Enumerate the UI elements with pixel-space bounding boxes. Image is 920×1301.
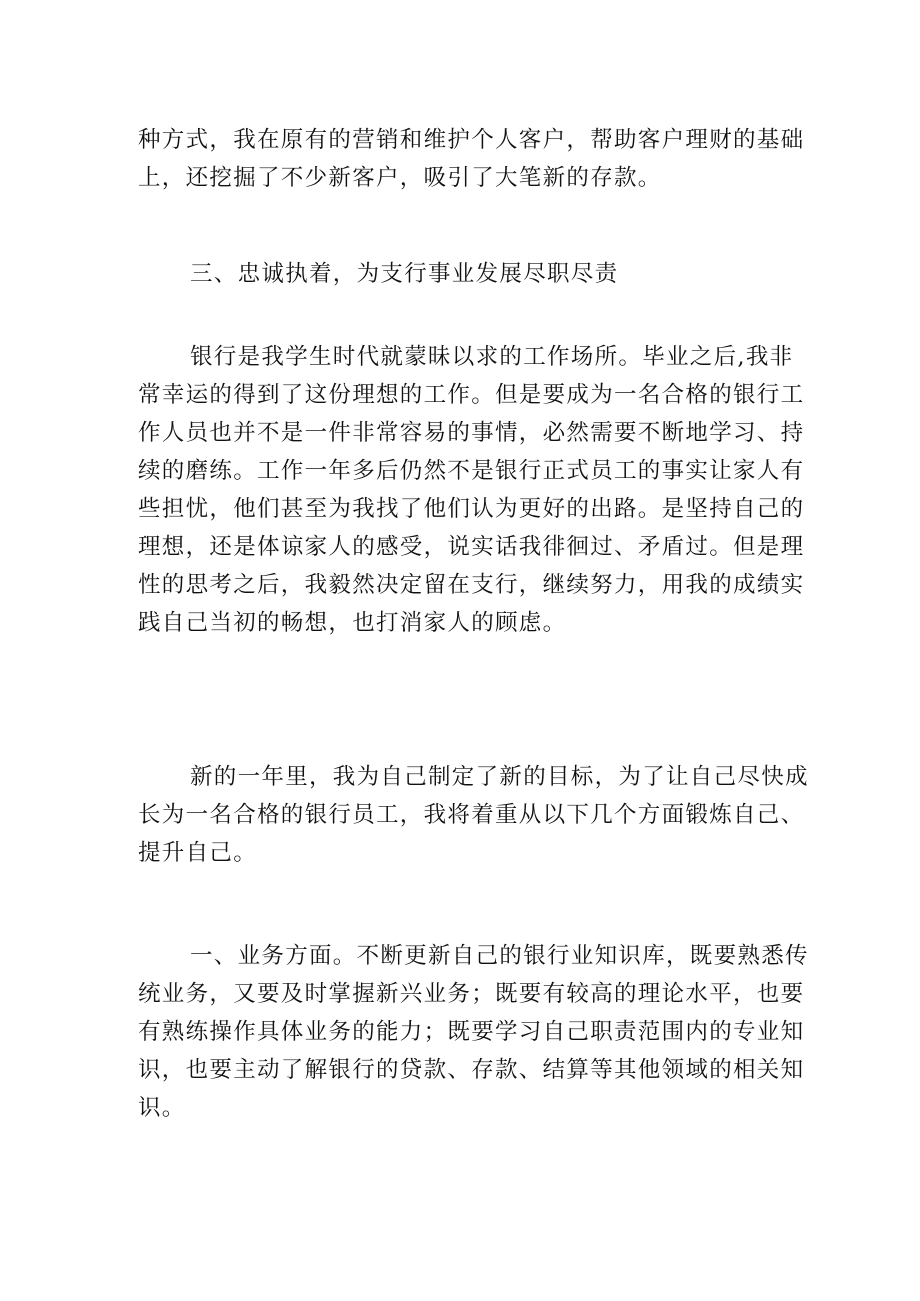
- text-line: 理想，还是体谅家人的感受，说实话我徘徊过、矛盾过。但是理: [138, 534, 805, 560]
- text-line: 作人员也并不是一件非常容易的事情，必然需要不断地学习、持: [138, 420, 805, 446]
- text-line: 长为一名合格的银行员工，我将着重从以下几个方面锻炼自己、: [138, 802, 805, 828]
- text-line: 识。: [138, 1095, 186, 1121]
- text-line: 有熟练操作具体业务的能力；既要学习自己职责范围内的专业知: [138, 1019, 805, 1045]
- heading-text: 三、忠诚执着，为支行事业发展尽职尽责: [190, 261, 619, 287]
- text-line: 一、业务方面。不断更新自己的银行业知识库，既要熟悉传: [190, 943, 809, 969]
- paragraph-continuation: [138, 121, 805, 197]
- text-line: 新的一年里，我为自己制定了新的目标，为了让自己尽快成: [190, 764, 809, 790]
- paragraph-new-goals: [138, 758, 809, 872]
- text-line: 统业务，又要及时掌握新兴业务；既要有较高的理论水平，也要: [138, 981, 805, 1007]
- text-line: 上，还挖掘了不少新客户，吸引了大笔新的存款。: [138, 165, 662, 191]
- text-line: 常幸运的得到了这份理想的工作。但是要成为一名合格的银行工: [138, 382, 805, 408]
- text-line: 性的思考之后，我毅然决定留在支行，继续努力，用我的成绩实: [138, 572, 805, 598]
- text-line: 践自己当初的畅想，也打消家人的顾虑。: [138, 610, 567, 636]
- paragraph-career: [138, 338, 805, 642]
- text-line: 识，也要主动了解银行的贷款、存款、结算等其他领域的相关知: [138, 1057, 805, 1083]
- text-line: 银行是我学生时代就蒙昧以求的工作场所。毕业之后,我非: [190, 344, 794, 370]
- text-line: 续的磨练。工作一年多后仍然不是银行正式员工的事实让家人有: [138, 458, 805, 484]
- text-line: 提升自己。: [138, 840, 258, 866]
- text-line: 种方式，我在原有的营销和维护个人客户，帮助客户理财的基础: [138, 127, 805, 153]
- section-heading: [138, 255, 784, 293]
- text-line: 些担忧，他们甚至为我找了他们认为更好的出路。是坚持自己的: [138, 496, 805, 522]
- paragraph-business: [138, 937, 809, 1127]
